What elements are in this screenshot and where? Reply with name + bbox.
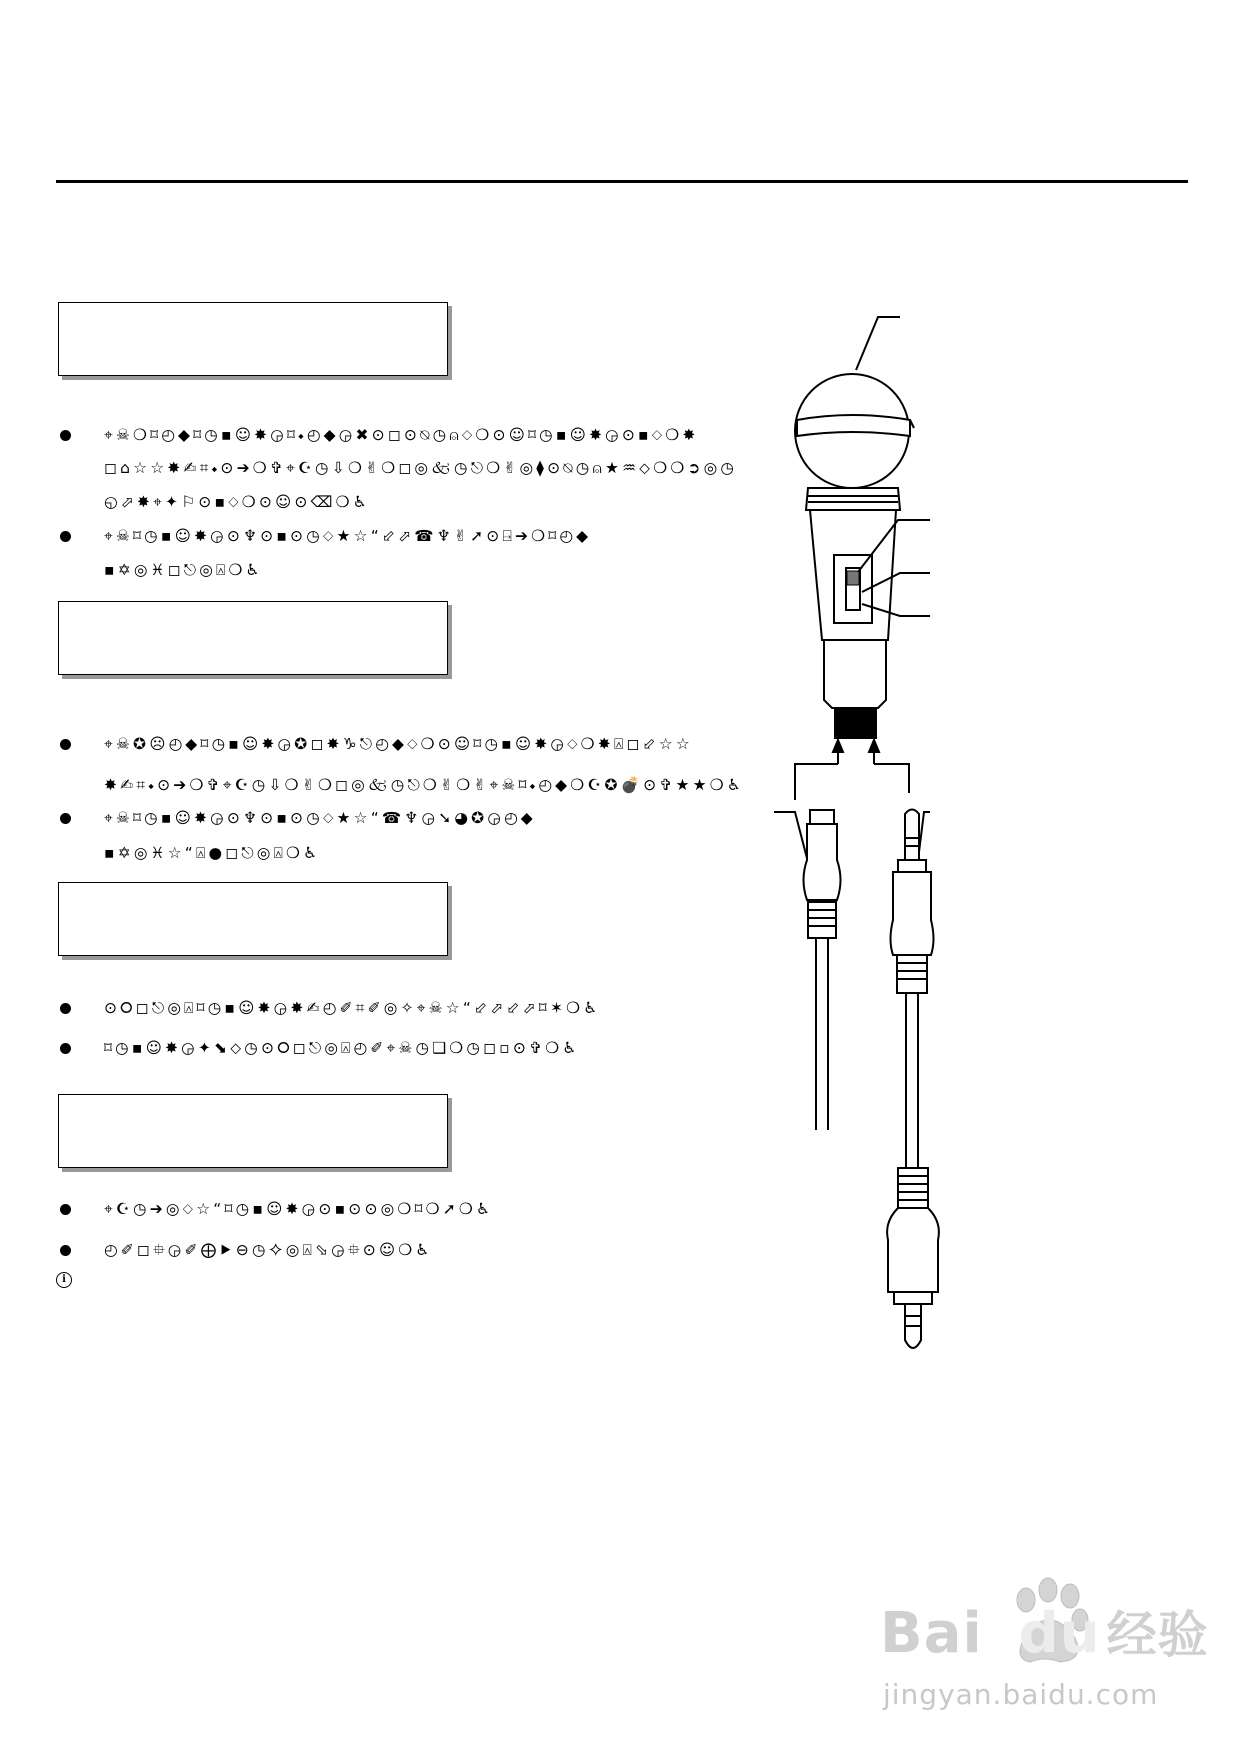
text-line-2: ◻⌂☆☆✸✍⌗⬩⊙➔❍✞⌖☪◷⇩❍✌❍◻◎🙵◷⎋❍✌◎⧫⊙⍉◷⍝★♒⬦❍❍➲◎◷ [104,459,738,477]
text-line-6: ⌖☠✪☹◴◆⌑◷▪☺✸◶✪◻✸♑⎋◴◆⬦❍⊙☺⌑◷▪☺✸◶⬦❍✸⍓◻⬃☆☆ [104,735,693,753]
text-line-10: ⊙⭘◻⎋◎⍓⌑◷▪☺✸◶✸✍◴✐⌗✐◎✧⌖☠☆“⬃⬀⬃⬀⌑✶❍♿ [104,999,601,1017]
watermark-brand [880,1595,1209,1667]
watermark-cn: 经验 [1106,1606,1209,1664]
text-line-13: ◴✐◻⯐◶✐⨁⯈⊖◷⯎◎⍓⬂◶⯐⊙☺❍♿ [104,1241,433,1259]
watermark-brand-du: du [1018,1601,1101,1666]
watermark-brand-bai: Bai [880,1601,983,1666]
text-line-9: ▪✡◎♓☆“⍓●◻⎋◎⍓❍♿ [104,844,321,862]
info-icon: i [56,1272,72,1288]
text-line-8: ⌖☠⌑◷▪☺✸◶⊙♆⊙▪⊙◷⬦★☆“☎♆◶➘◕✪◶◴◆ [104,809,536,827]
text-line-7: ✸✍⌗⬩⊙➔❍✞⌖☪◷⇩❍✌❍◻◎🙵◷⎋❍✌❍✌⌖☠⌑⬩◴◆❍☪✪💣⊙✞★★❍♿ [104,776,744,794]
text-line-1: ⌖☠❍⌑◴◆⌑◷▪☺✸◶⌑⬩◴◆◶✖⊙◻⊙⍉◷⍝⬦❍⊙☺⌑◷▪☺✸◶⊙▪⬦❍✸ [104,426,699,444]
text-line-3: ◵⬀✸⌖✦⚐⊙▪⬦❍⊙☺⊙⌫❍♿ [104,493,370,511]
text-line-11: ⌑◷▪☺✸◶✦⬊⬦◷⊙⭘◻⎋◎⍓◴✐⌖☠◷❑❍◷◻▫⊙✞❍♿ [104,1039,580,1057]
watermark-url: jingyan.baidu.com [883,1678,1159,1711]
text-line-4: ⌖☠⌑◷▪☺✸◶⊙♆⊙▪⊙◷⬦★☆“⬃⬀☎♆✌➚⊙⍈➔❍⌑◴◆ [104,527,592,545]
text-line-12: ⌖☪◷➔◎⬦☆“⌑◷▪☺✸◶⊙▪⊙⊙◎❍⌑❍➚❍♿ [104,1200,494,1218]
text-line-5: ▪✡◎♓◻⎋◎⍓❍♿ [104,561,263,579]
